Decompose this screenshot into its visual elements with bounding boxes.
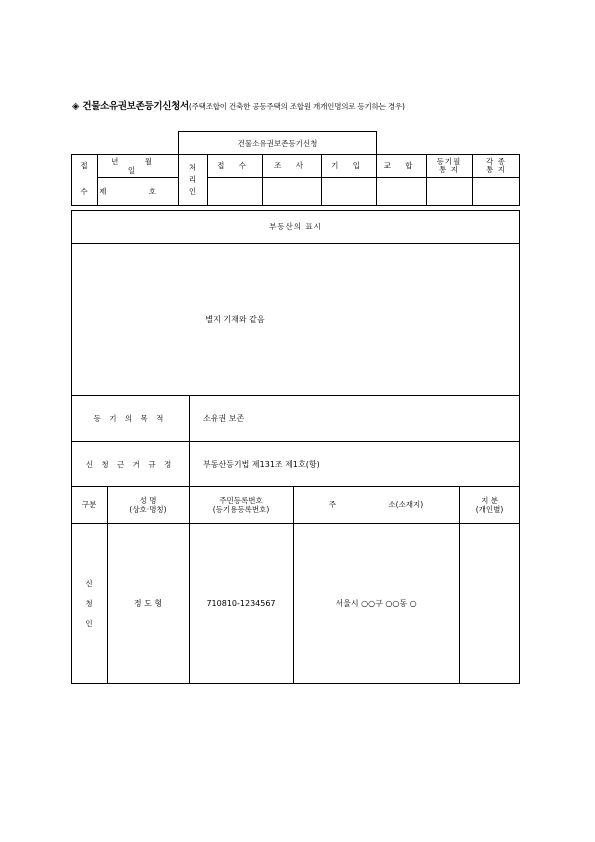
property-header: 부동산의 표시	[269, 222, 322, 231]
basis-value: 부동산등기법 제131조 제1호(항)	[203, 459, 320, 469]
form-title-main: 건물소유권보존등기신청서	[82, 101, 189, 112]
applicant-id-number: 710810-1234567	[206, 599, 276, 608]
receipt-divider	[207, 177, 520, 178]
purpose-label: 등 기 의 목 적	[93, 413, 167, 423]
receipt-date: 년 월 일	[111, 156, 164, 175]
applicant-role: 신 청 인	[85, 578, 93, 628]
col-header-category: 구분	[81, 500, 97, 509]
property-body: 별지 기재와 같음	[205, 315, 265, 324]
purpose-value: 소유권 보존	[203, 413, 245, 423]
received-label-2: 수	[80, 187, 88, 196]
basis-label: 신 청 근 거 규 정	[85, 459, 175, 469]
receipt-col-inspection: 조 사	[274, 161, 309, 170]
receipt-number: 제 호	[99, 187, 176, 196]
receipt-form-label: 건물소유권보존등기신청	[237, 138, 318, 148]
form-title-sub: (주택조합이 건축한 공동주택의 조합원 개개인명의로 등기하는 경우)	[188, 102, 405, 111]
applicant-address: 서울시 ○○구 ○○동 ○	[335, 599, 417, 608]
receipt-col-completion-notice: 등기필 통 지	[436, 156, 462, 174]
col-header-address: 주 소(소재지)	[328, 500, 424, 509]
col-header-name: 성 명 (상호·명칭)	[129, 495, 167, 514]
receipt-col-verification: 교 합	[383, 161, 419, 170]
receipt-col-received: 접 수	[217, 161, 252, 170]
receipt-col-various-notice: 각 종 통 지	[486, 156, 506, 174]
col-header-id-number: 주민등록번호 (등기용등록번호)	[212, 495, 270, 514]
form-title	[72, 98, 405, 112]
applicant-share	[459, 523, 520, 684]
applicant-name: 정 도 형	[133, 599, 163, 608]
diamond-marker-icon: ◈	[72, 101, 80, 112]
processor-label: 처 리 인	[188, 163, 197, 196]
receipt-col-entry: 기 입	[331, 161, 366, 170]
received-label: 접	[80, 161, 88, 170]
col-header-share: 지 분 (개인별)	[475, 495, 504, 514]
